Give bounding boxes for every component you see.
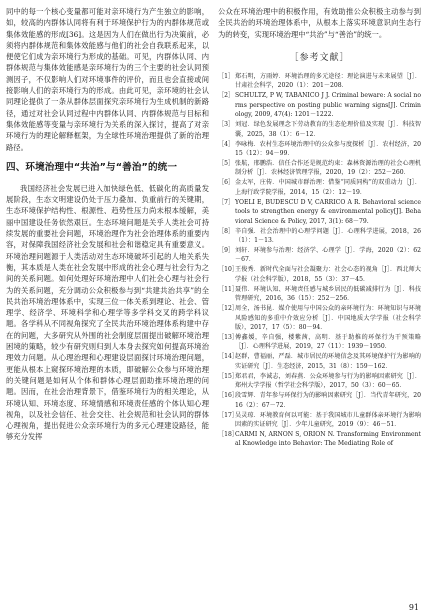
reference-text: 傅鑫媛，辛自强，楼紫茜，高明．基于助推的环保行为干预策略［J］．心理科学进展，2019，27（11）：1939－1950．	[235, 333, 421, 351]
reference-number: ［11］	[218, 285, 238, 293]
references-title: ［参考文献］	[289, 52, 350, 63]
reference-text: 辛自强．社会治理中的心理学问题［J］．心理科学进展，2018，26（1）：1－13．	[235, 227, 421, 244]
reference-number: ［1］	[218, 72, 235, 80]
reference-number: ［3］	[218, 121, 235, 129]
reference-text: 刘冠．绿色发展理念下劳动教育的生态伦理价值及实现［J］．科技智囊，2025，38（1）：6－12．	[235, 121, 421, 138]
reference-number: ［13］	[218, 333, 238, 341]
reference-number: ［5］	[218, 159, 235, 167]
reference-item	[218, 304, 421, 332]
section-heading: 四、环境治理中“共治”与“善治”的统一	[6, 161, 178, 173]
reference-item	[218, 120, 421, 139]
reference-item	[218, 352, 421, 371]
reference-item	[218, 411, 421, 430]
reference-text: 周全，汤书昆．媒介使用与中国公众的亲环境行为：环境知识与环境风险感知的多重中介效应分析［J］．中国地质大学学报（社会科学版），2017，17（5）：80－94．	[235, 305, 421, 331]
reference-item	[218, 140, 421, 159]
right-column	[218, 6, 421, 449]
reference-text: 郑石明，方雨婷．环境治理的多元途径：理论演进与未来展望［J］．甘肃社会科学，2020（1）：201－208．	[235, 72, 421, 90]
reference-number: ［2］	[218, 92, 235, 100]
reference-number: ［9］	[218, 246, 235, 254]
page-number: 91	[408, 603, 419, 612]
reference-number: ［7］	[218, 198, 235, 206]
reference-item	[218, 198, 421, 226]
reference-text: 段雪辉．青年参与环保行为的影响因素研究［J］．当代青年研究，2016（2）：67－72．	[235, 392, 421, 409]
reference-text: 郑君君，李诚志，刘春燕．公众环境参与行为的影响因素研究［J］．郑州大学学报（哲学社会科学版），2017，50（3）：60－65．	[235, 372, 421, 390]
reference-item	[218, 285, 421, 304]
reference-number: ［17］	[218, 411, 238, 419]
reference-item	[218, 91, 421, 119]
reference-item	[218, 178, 421, 197]
reference-text: YOELI E, BUDESCU D V, CARRICO A R. Behavioral science tools to strengthen energy & environmental policy[J]. Behavioral Science & Policy, 2017, 3(1): 68－79.	[235, 198, 421, 225]
body-paragraph: 我国经济社会发展已进入加快绿色低、低碳化的高质量发展阶段，生态文明建设仍处于压力叠加、负重前行的关键期，生态环境保护结构性、根源性、趋势性压力尚未根本缓解，美丽中国建设任务依然艰巨。生态环境问题是关乎人类社会可持续发展的重要社会问题，环境治理作为社会治理体系的重要内容，对保障我国经济社会发展和社会和谐稳定具有重要意义。环境治理问题源于人类活动对生态环境破坏引起的人地关系失衡，其本质是人类在社会发展中形成的社会心理与社会行为之间的关系问题。如何处理好环境治理中人们社会心理与社会行为的关系问题，充分调动公众积极参与到“共建共治共享”的全民共治环境治理体系中，实现三位一体关系到理论、社会、管理学、经济学、环境科学和心理学等多学科交叉的跨学科议题。各学科从不同视角探究了全民共治环境治理体系构建中存在的问题，大多研究从外围的社会制度层面提出破解环境治理困境的策略，较少有研究则归到人本身去探究如何提高环境治理效力问题。从心理治理和心理建设层面探讨环境治理问题，更能从根本上窥探环境治理的本质，即破解公众参与环境治理的关键问题是如何从个体和群体心理层面助推环境治理的问题。因而，在社会治理背景下，借鉴环境行为的相关理论，从环境认知、环境态度、环境情感和环境责任感的个体认知心理视角，以及社会信任、社会交往、社会规范和社会认同的群体心理视角，提出促进公众亲环境行为的多元心理建设路径，能够充分发挥	[6, 183, 209, 442]
reference-item	[218, 246, 421, 265]
reference-text: 金太军，庄传．中国城市群治理：借鉴“同质同构”的双重动力［J］．上海行政学院学报，2014，15（2）：12－19．	[235, 179, 421, 196]
body-paragraph: 公众在环境治理中的积极作用，有效助推公众积极主动参与到全民共治的环境治理体系中，从根本上落实环境意识向生态行为的转变，实现环境治理中“共治”与“善治”的统一。	[218, 7, 421, 39]
reference-text: 赵群，曹福丽，严磊．城市居民的环境信念及其环境保护行为影响的实证研究［J］．生态经济，2015，31（8）：159－162．	[235, 353, 421, 370]
reference-number: ［14］	[218, 353, 238, 361]
reference-text: 张航，邢鹏浩．信任合作还是规范约束：森林资源治理的社会心理机制分析［J］．农林经济管理学报，2020，19（2）：252－260．	[235, 159, 421, 177]
reference-number: ［6］	[218, 179, 235, 187]
reference-text: 聂伟．环境认知、环境责任感与城乡居民的低碳减排行为［J］．科技管理研究，2016，36（15）：252－256．	[235, 285, 421, 303]
reference-item	[218, 333, 421, 352]
reference-number: ［16］	[218, 392, 238, 400]
reference-item	[218, 430, 421, 449]
reference-text: 王俊秀．新时代全面与社会凝聚力：社会心态的视角［J］．西北师大学报（社会科学版），2018，55（3）：37－45．	[235, 266, 421, 283]
left-column	[6, 6, 209, 443]
reference-text: 李咏梅．农村生态环境治理中的公众参与度探析［J］．农村经济，2015（12）：94－99．	[235, 140, 421, 157]
reference-text: SCHULTZ, P W, TABANICO J J. Criminal beware: A social norms perspective on posting public warning signs[J]. Criminology, 2009, 47(4): 1201－1222.	[235, 92, 421, 119]
reference-item	[218, 72, 421, 91]
reference-item	[218, 391, 421, 410]
reference-number: ［12］	[218, 305, 238, 313]
reference-number: ［18］	[218, 431, 238, 439]
reference-item	[218, 159, 421, 178]
reference-text: 刘轩．环境参与治理：经济学、心理学［J］．学海，2020（2）：62－67．	[235, 246, 421, 264]
reference-text: 吴灵琼．环境教育何以可能：基于我国城市儿童群体亲环境行为影响因素的实证研究［J］．少年儿童研究，2019（9）：46－51．	[235, 411, 421, 429]
reference-number: ［8］	[218, 227, 235, 235]
reference-number: ［4］	[218, 140, 235, 148]
reference-item	[218, 265, 421, 284]
reference-number: ［10］	[218, 266, 238, 274]
reference-item	[218, 372, 421, 391]
reference-number: ［15］	[218, 372, 238, 380]
reference-list	[218, 72, 421, 449]
body-paragraph: 同中的每一个核心变量都可能对亲环境行为产生独立的影响，如，较高的内群体认同将有利于环境保护行为的内群体规范或集体效能感的形成[36]。这是因为人们在做出行为决策前，必须将内群体规范和集体效能感与他们的社会自我联系起来，以便使它们成为亲环境行为形成的基础。可见，内群体认同、内群体规范与集体效能感是亲环境行为的三个主要的社会认同预测因子，不仅影响人们对环境事件的评价，而且也会直接或间接影响人们的亲环境行为的形成。由此可见，亲环境的社会认同理论提供了一条从群体层面探究亲环境行为生成机制的新路径，通过对社会认同过程中内群体认同、内群体规范与目标和集体效能感等变量与亲环境行为关系的深入探讨，提高了对亲环境行为的理论解释框架，为全球性环境治理提供了新的治理路径。	[6, 7, 209, 152]
reference-text: CARMI N, ARNON S, ORION N. Transforming Environmental Knowledge into Behavior: The Mediating Role of	[235, 431, 421, 448]
reference-item	[218, 227, 421, 246]
